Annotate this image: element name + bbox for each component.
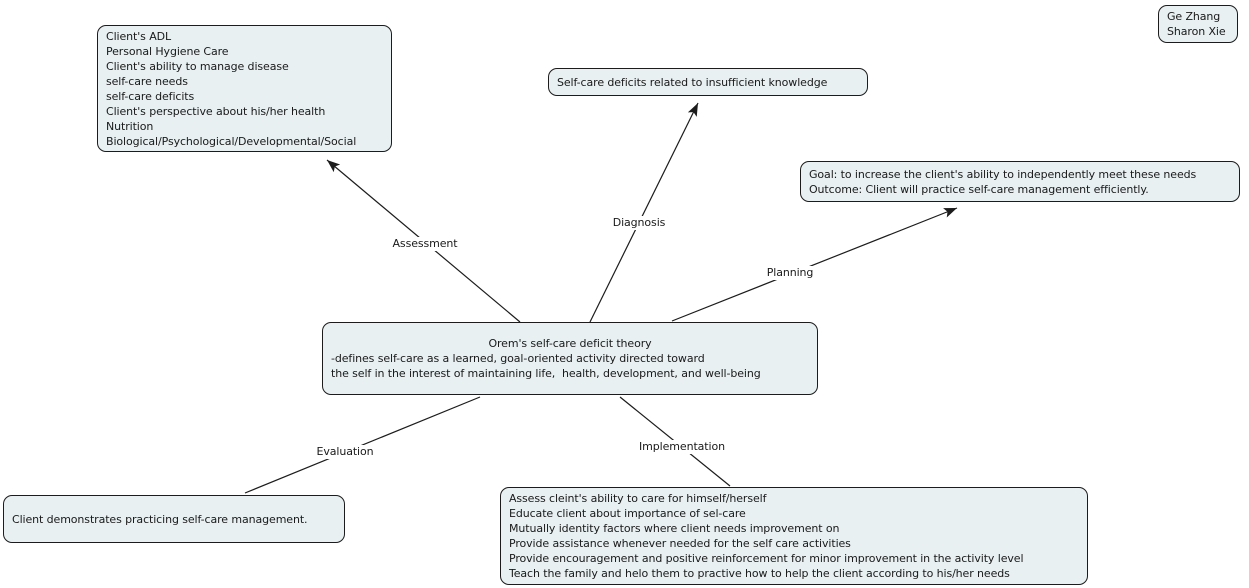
node-line: Provide assistance whenever needed for the self care activities [509, 537, 851, 550]
node-line: Personal Hygiene Care [106, 44, 229, 58]
evaluation-edge-label[interactable]: Evaluation [313, 445, 376, 459]
node-line: Assess cleint's ability to care for himself/herself [509, 492, 767, 505]
assessment-edge-label[interactable]: Assessment [390, 237, 461, 251]
implementation-edge-label[interactable]: Implementation [636, 440, 728, 454]
node-line: Goal: to increase the client's ability to independently meet these needs [809, 167, 1197, 181]
node-line: Client's ability to manage disease [106, 59, 289, 73]
implementation-actions-node[interactable] [500, 487, 1088, 585]
planning-edge-label[interactable]: Planning [764, 266, 817, 280]
node-line: Client demonstrates practicing self-care management. [12, 512, 308, 526]
node-line: Client's perspective about his/her health [106, 104, 326, 118]
author-names-node[interactable] [1158, 5, 1238, 43]
node-line: Outcome: Client will practice self-care management efficiently. [809, 182, 1149, 196]
evaluation-outcome-node[interactable] [3, 495, 345, 543]
node-line: -defines self-care as a learned, goal-oriented activity directed toward [331, 352, 705, 365]
node-line: Self-care deficits related to insufficient knowledge [557, 75, 828, 89]
node-title-line: Orem's self-care deficit theory [488, 337, 652, 350]
diagnosis-edge [590, 103, 698, 322]
node-line: self-care deficits [106, 89, 195, 103]
diagnosis-statement-node[interactable] [548, 68, 868, 96]
assessment-data-node[interactable] [97, 25, 392, 152]
node-line: Teach the family and helo them to practive how to help the client according to his/her needs [509, 567, 1010, 580]
node-line: Ge Zhang [1167, 10, 1221, 23]
node-line: Nutrition [106, 119, 154, 133]
node-line: Educate client about importance of sel-care [509, 507, 746, 520]
node-line: Client's ADL [106, 29, 172, 43]
diagnosis-edge-label[interactable]: Diagnosis [610, 216, 669, 230]
node-line: self-care needs [106, 74, 188, 88]
center-theory-node[interactable] [322, 322, 818, 395]
node-line: Provide encouragement and positive reinforcement for minor improvement in the activity level [509, 552, 1024, 565]
node-line: Biological/Psychological/Developmental/Social [106, 134, 357, 148]
planning-edge [672, 208, 957, 321]
planning-goal-node[interactable] [800, 161, 1240, 202]
node-line: Sharon Xie [1167, 25, 1226, 38]
node-line: the self in the interest of maintaining life, health, development, and well-being [331, 367, 761, 380]
node-line: Mutually identity factors where client needs improvement on [509, 522, 840, 535]
